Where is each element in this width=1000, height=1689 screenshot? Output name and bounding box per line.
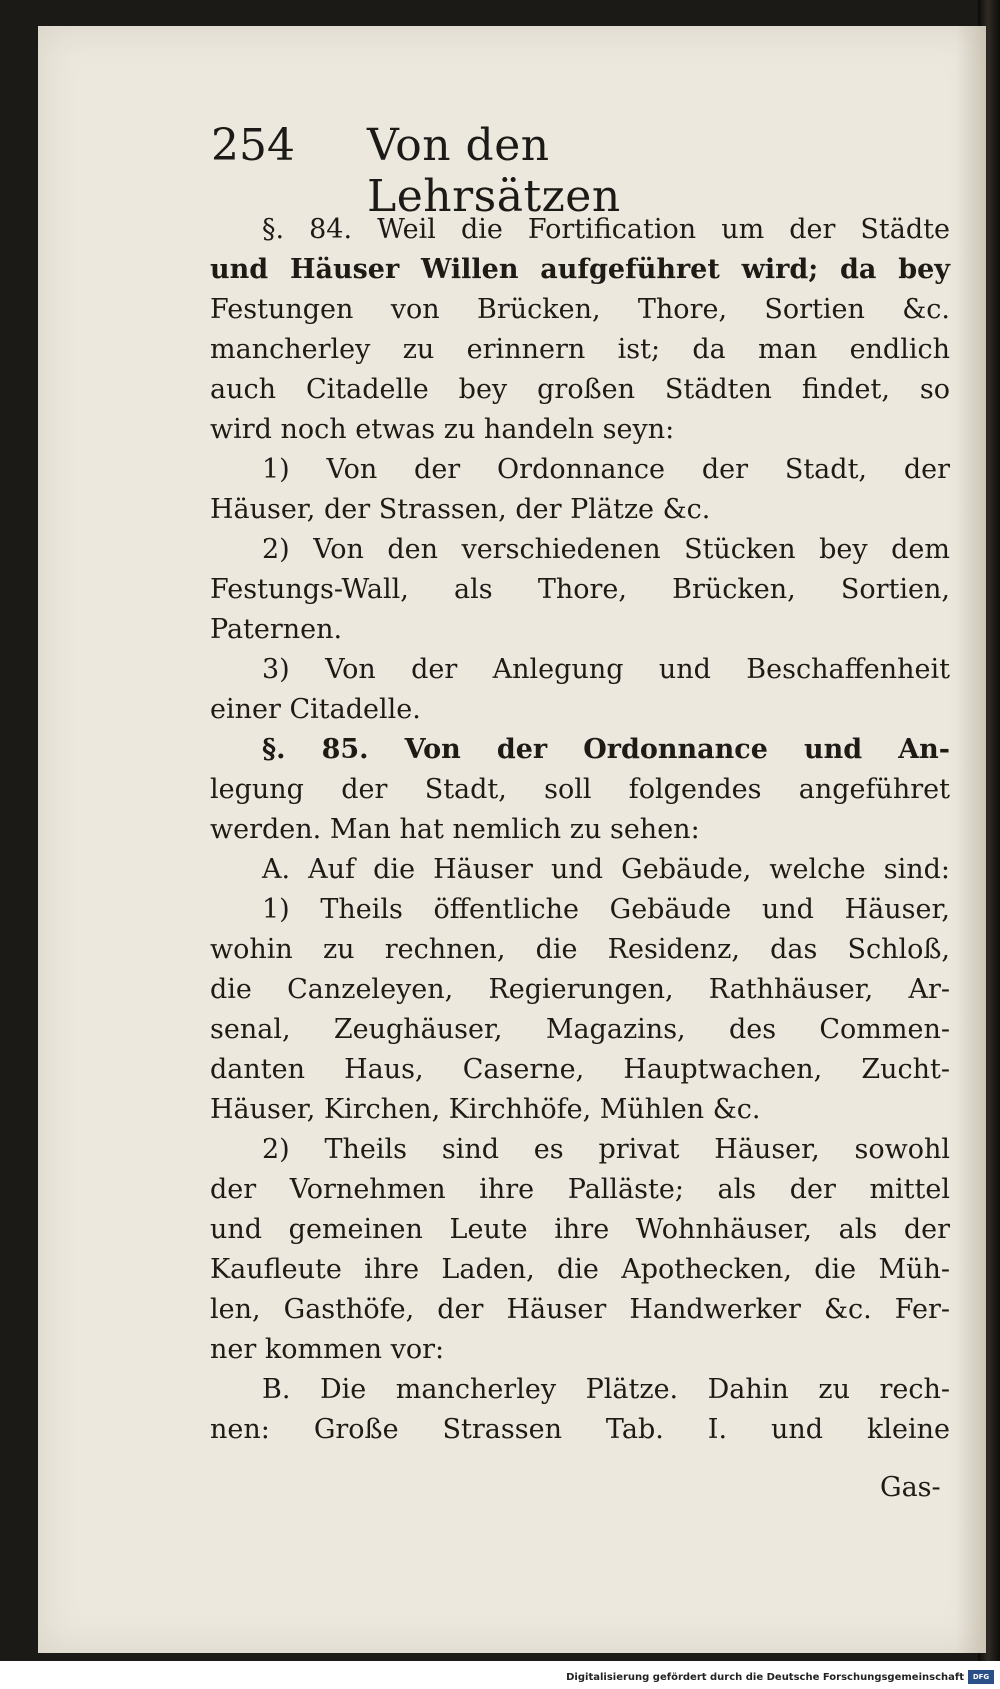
text-line: der Vornehmen ihre Palläste; als der mittel bbox=[210, 1174, 950, 1205]
text-line: Häuser, Kirchen, Kirchhöfe, Mühlen &c. bbox=[210, 1094, 761, 1125]
text-line: die Canzeleyen, Regierungen, Rathhäuser, Ar- bbox=[210, 974, 950, 1005]
text-line: len, Gasthöfe, der Häuser Handwerker &c. Fer- bbox=[210, 1294, 950, 1325]
text-line: und Häuser Willen aufgeführet wird; da bey bbox=[210, 254, 950, 285]
text-line: A. Auf die Häuser und Gebäude, welche sind: bbox=[262, 854, 950, 885]
text-line: legung der Stadt, soll folgendes angeführet bbox=[210, 774, 950, 805]
text-line: Kaufleute ihre Laden, die Apothecken, die Müh- bbox=[210, 1254, 950, 1285]
page-header bbox=[211, 108, 771, 222]
text-line: nen: Große Strassen Tab. I. und kleine bbox=[210, 1414, 950, 1445]
text-line: auch Citadelle bey großen Städten findet, so bbox=[210, 374, 950, 405]
text-line: Festungen von Brücken, Thore, Sortien &c. bbox=[210, 294, 950, 325]
text-line: B. Die mancherley Plätze. Dahin zu rech- bbox=[262, 1374, 950, 1405]
text-line: und gemeinen Leute ihre Wohnhäuser, als der bbox=[210, 1214, 950, 1245]
text-line: wohin zu rechnen, die Residenz, das Schloß, bbox=[210, 934, 950, 965]
page-edge-shadow bbox=[956, 26, 986, 1653]
text-line: Festungs-Wall, als Thore, Brücken, Sortien, bbox=[210, 574, 950, 605]
text-line: 3) Von der Anlegung und Beschaffenheit bbox=[262, 654, 950, 685]
text-line: einer Citadelle. bbox=[210, 694, 421, 725]
dfg-logo: DFG bbox=[968, 1670, 994, 1684]
text-line: 1) Theils öffentliche Gebäude und Häuser, bbox=[262, 894, 950, 925]
text-line: §. 84. Weil die Fortification um der Städte bbox=[262, 214, 950, 245]
text-line: Paternen. bbox=[210, 614, 343, 645]
text-line: wird noch etwas zu handeln seyn: bbox=[210, 414, 675, 445]
text-line: 2) Von den verschiedenen Stücken bey dem bbox=[262, 534, 950, 565]
page-number: 254 bbox=[211, 120, 295, 171]
text-line: werden. Man hat nemlich zu sehen: bbox=[210, 814, 700, 845]
text-line: 2) Theils sind es privat Häuser, sowohl bbox=[262, 1134, 950, 1165]
section-heading-line: §. 85. Von der Ordonnance und An- bbox=[262, 734, 950, 765]
footer-bar bbox=[0, 1661, 1000, 1689]
running-title: Von den Lehrsätzen bbox=[367, 120, 621, 222]
text-line: Häuser, der Strassen, der Plätze &c. bbox=[210, 494, 711, 525]
text-line: mancherley zu erinnern ist; da man endlich bbox=[210, 334, 950, 365]
text-line: senal, Zeughäuser, Magazins, des Commen- bbox=[210, 1014, 950, 1045]
funding-note: Digitalisierung gefördert durch die Deutsche Forschungsgemeinschaft bbox=[566, 1672, 964, 1683]
text-line: danten Haus, Caserne, Hauptwachen, Zucht- bbox=[210, 1054, 950, 1085]
text-line: 1) Von der Ordonnance der Stadt, der bbox=[262, 454, 950, 485]
text-line: ner kommen vor: bbox=[210, 1334, 445, 1365]
catchword: Gas- bbox=[880, 1472, 941, 1503]
